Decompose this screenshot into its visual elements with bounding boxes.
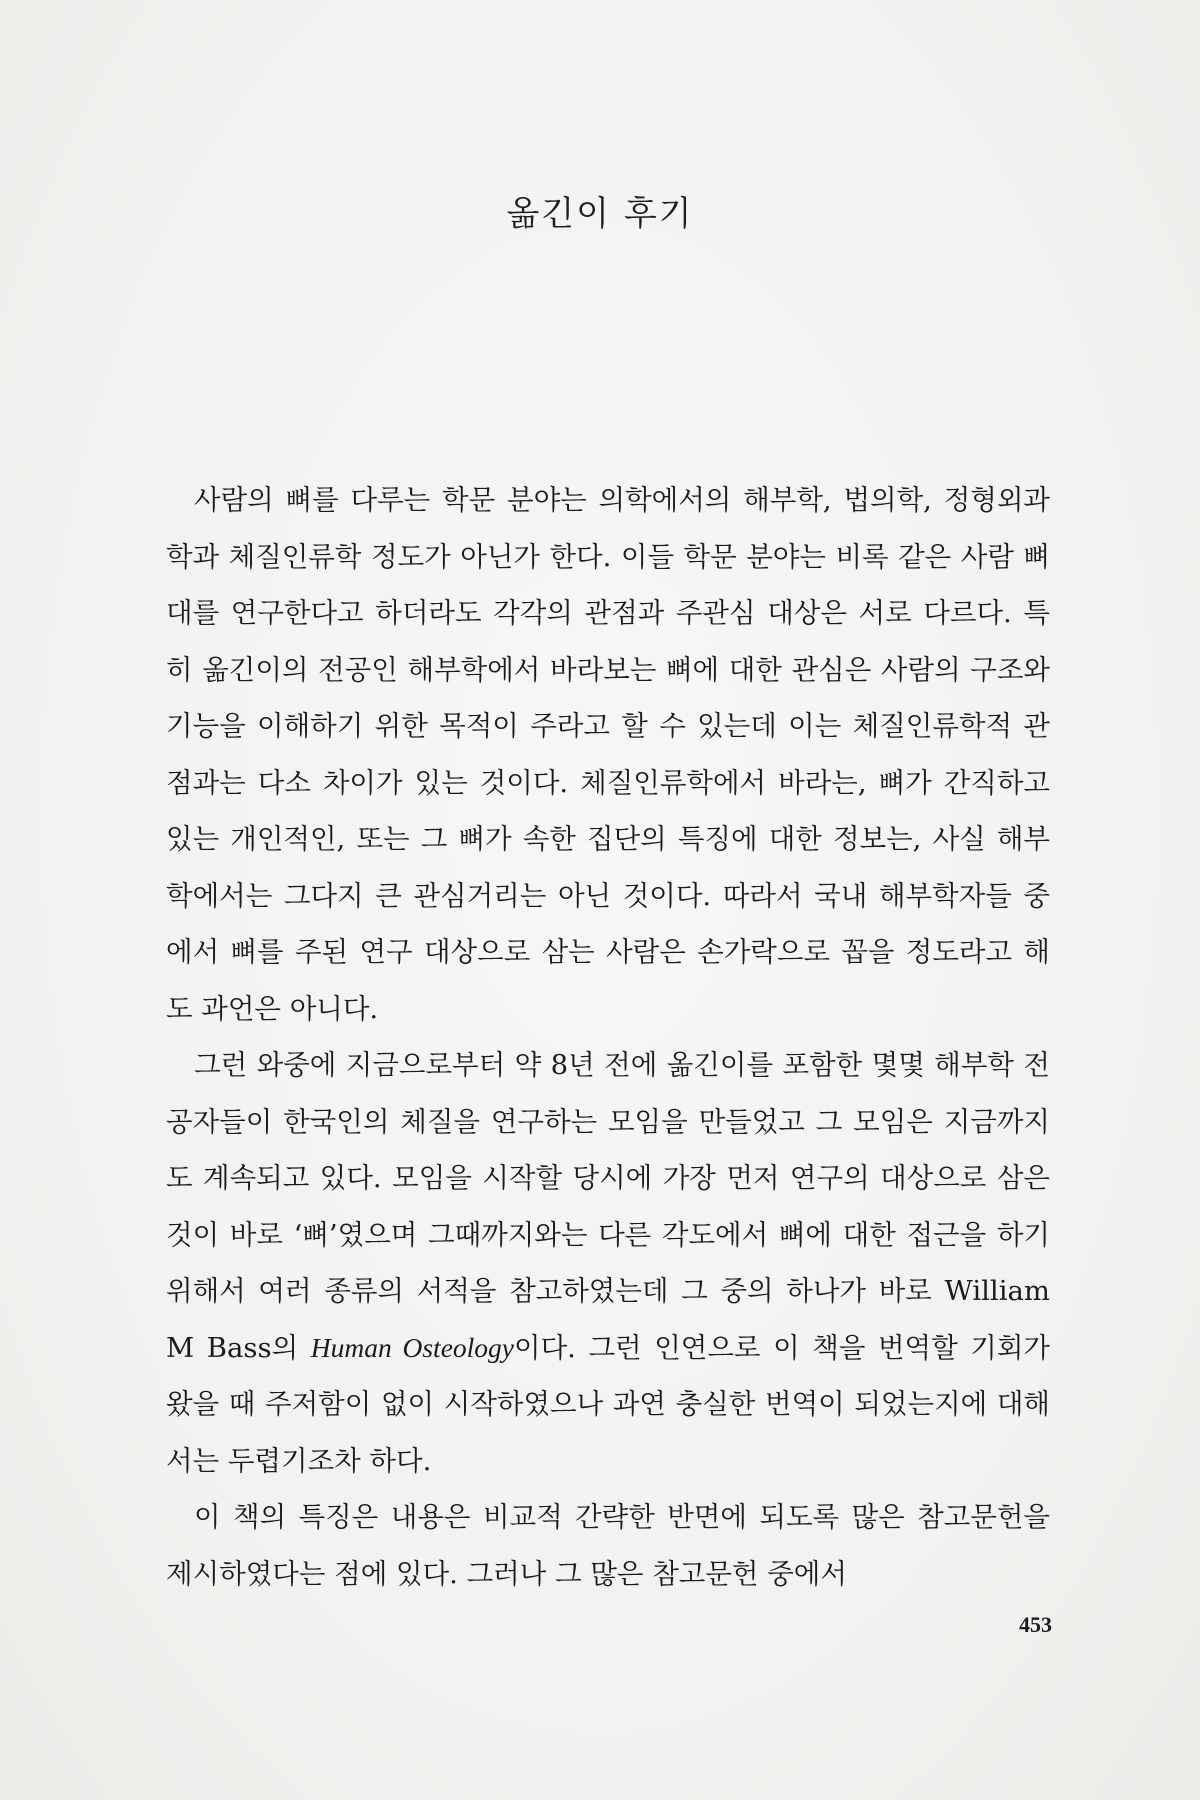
book-title-italic: Human Osteology <box>310 1331 514 1363</box>
paragraph-2 <box>166 1037 1050 1489</box>
paragraph-2-text-before: 그런 와중에 지금으로부터 약 8년 전에 옮긴이를 포함한 몇몇 해부학 전공자들이 한국인의 체질을 연구하는 모임을 만들었고 그 모임은 지금까지도 계속되고 있다. 모임을 시작할 당시에 가장 먼저 연구의 대상으로 삼은 것이 바로 ‘뼈’였으며 그때까지와는 다른 각도에서 뼈에 대한 접근을 하기 위해서 여러 종류의 서적을 참고하였는데 그 중의 하나가 바로 William M Bass의 <box>166 1049 1050 1364</box>
paragraph-3: 이 책의 특징은 내용은 비교적 간략한 반면에 되도록 많은 참고문헌을 제시하였다는 점에 있다. 그러나 그 많은 참고문헌 중에서 <box>166 1501 1050 1590</box>
paragraph-1: 사람의 뼈를 다루는 학문 분야는 의학에서의 해부학, 법의학, 정형외과학과 체질인류학 정도가 아닌가 한다. 이들 학문 분야는 비록 같은 사람 뼈대를 연구한다고 하더라도 각각의 관점과 주관심 대상은 서로 다르다. 특히 옮긴이의 전공인 해부학에서 바라보는 뼈에 대한 관심은 사람의 구조와 기능을 이해하기 위한 목적이 주라고 할 수 있는데 이는 체질인류학적 관점과는 다소 차이가 있는 것이다. 체질인류학에서 바라는, 뼈가 간직하고 있는 개인적인, 또는 그 뼈가 속한 집단의 특징에 대한 정보는, 사실 해부학에서는 그다지 큰 관심거리는 아닌 것이다. 따라서 국내 해부학자들 중에서 뼈를 주된 연구 대상으로 삼는 사람은 손가락으로 꼽을 정도라고 해도 과언은 아니다. <box>166 484 1050 1025</box>
page-title: 옮긴이 후기 <box>506 194 694 234</box>
body-text <box>166 472 1050 1602</box>
paragraph-2-text-after: 이다. 그런 인연으로 이 책을 번역할 기회가 왔을 때 주저함이 없이 시작하였으나 과연 충실한 번역이 되었는지에 대해서는 두렵기조차 하다. <box>166 1331 1050 1477</box>
page-number: 453 <box>1019 1612 1052 1637</box>
